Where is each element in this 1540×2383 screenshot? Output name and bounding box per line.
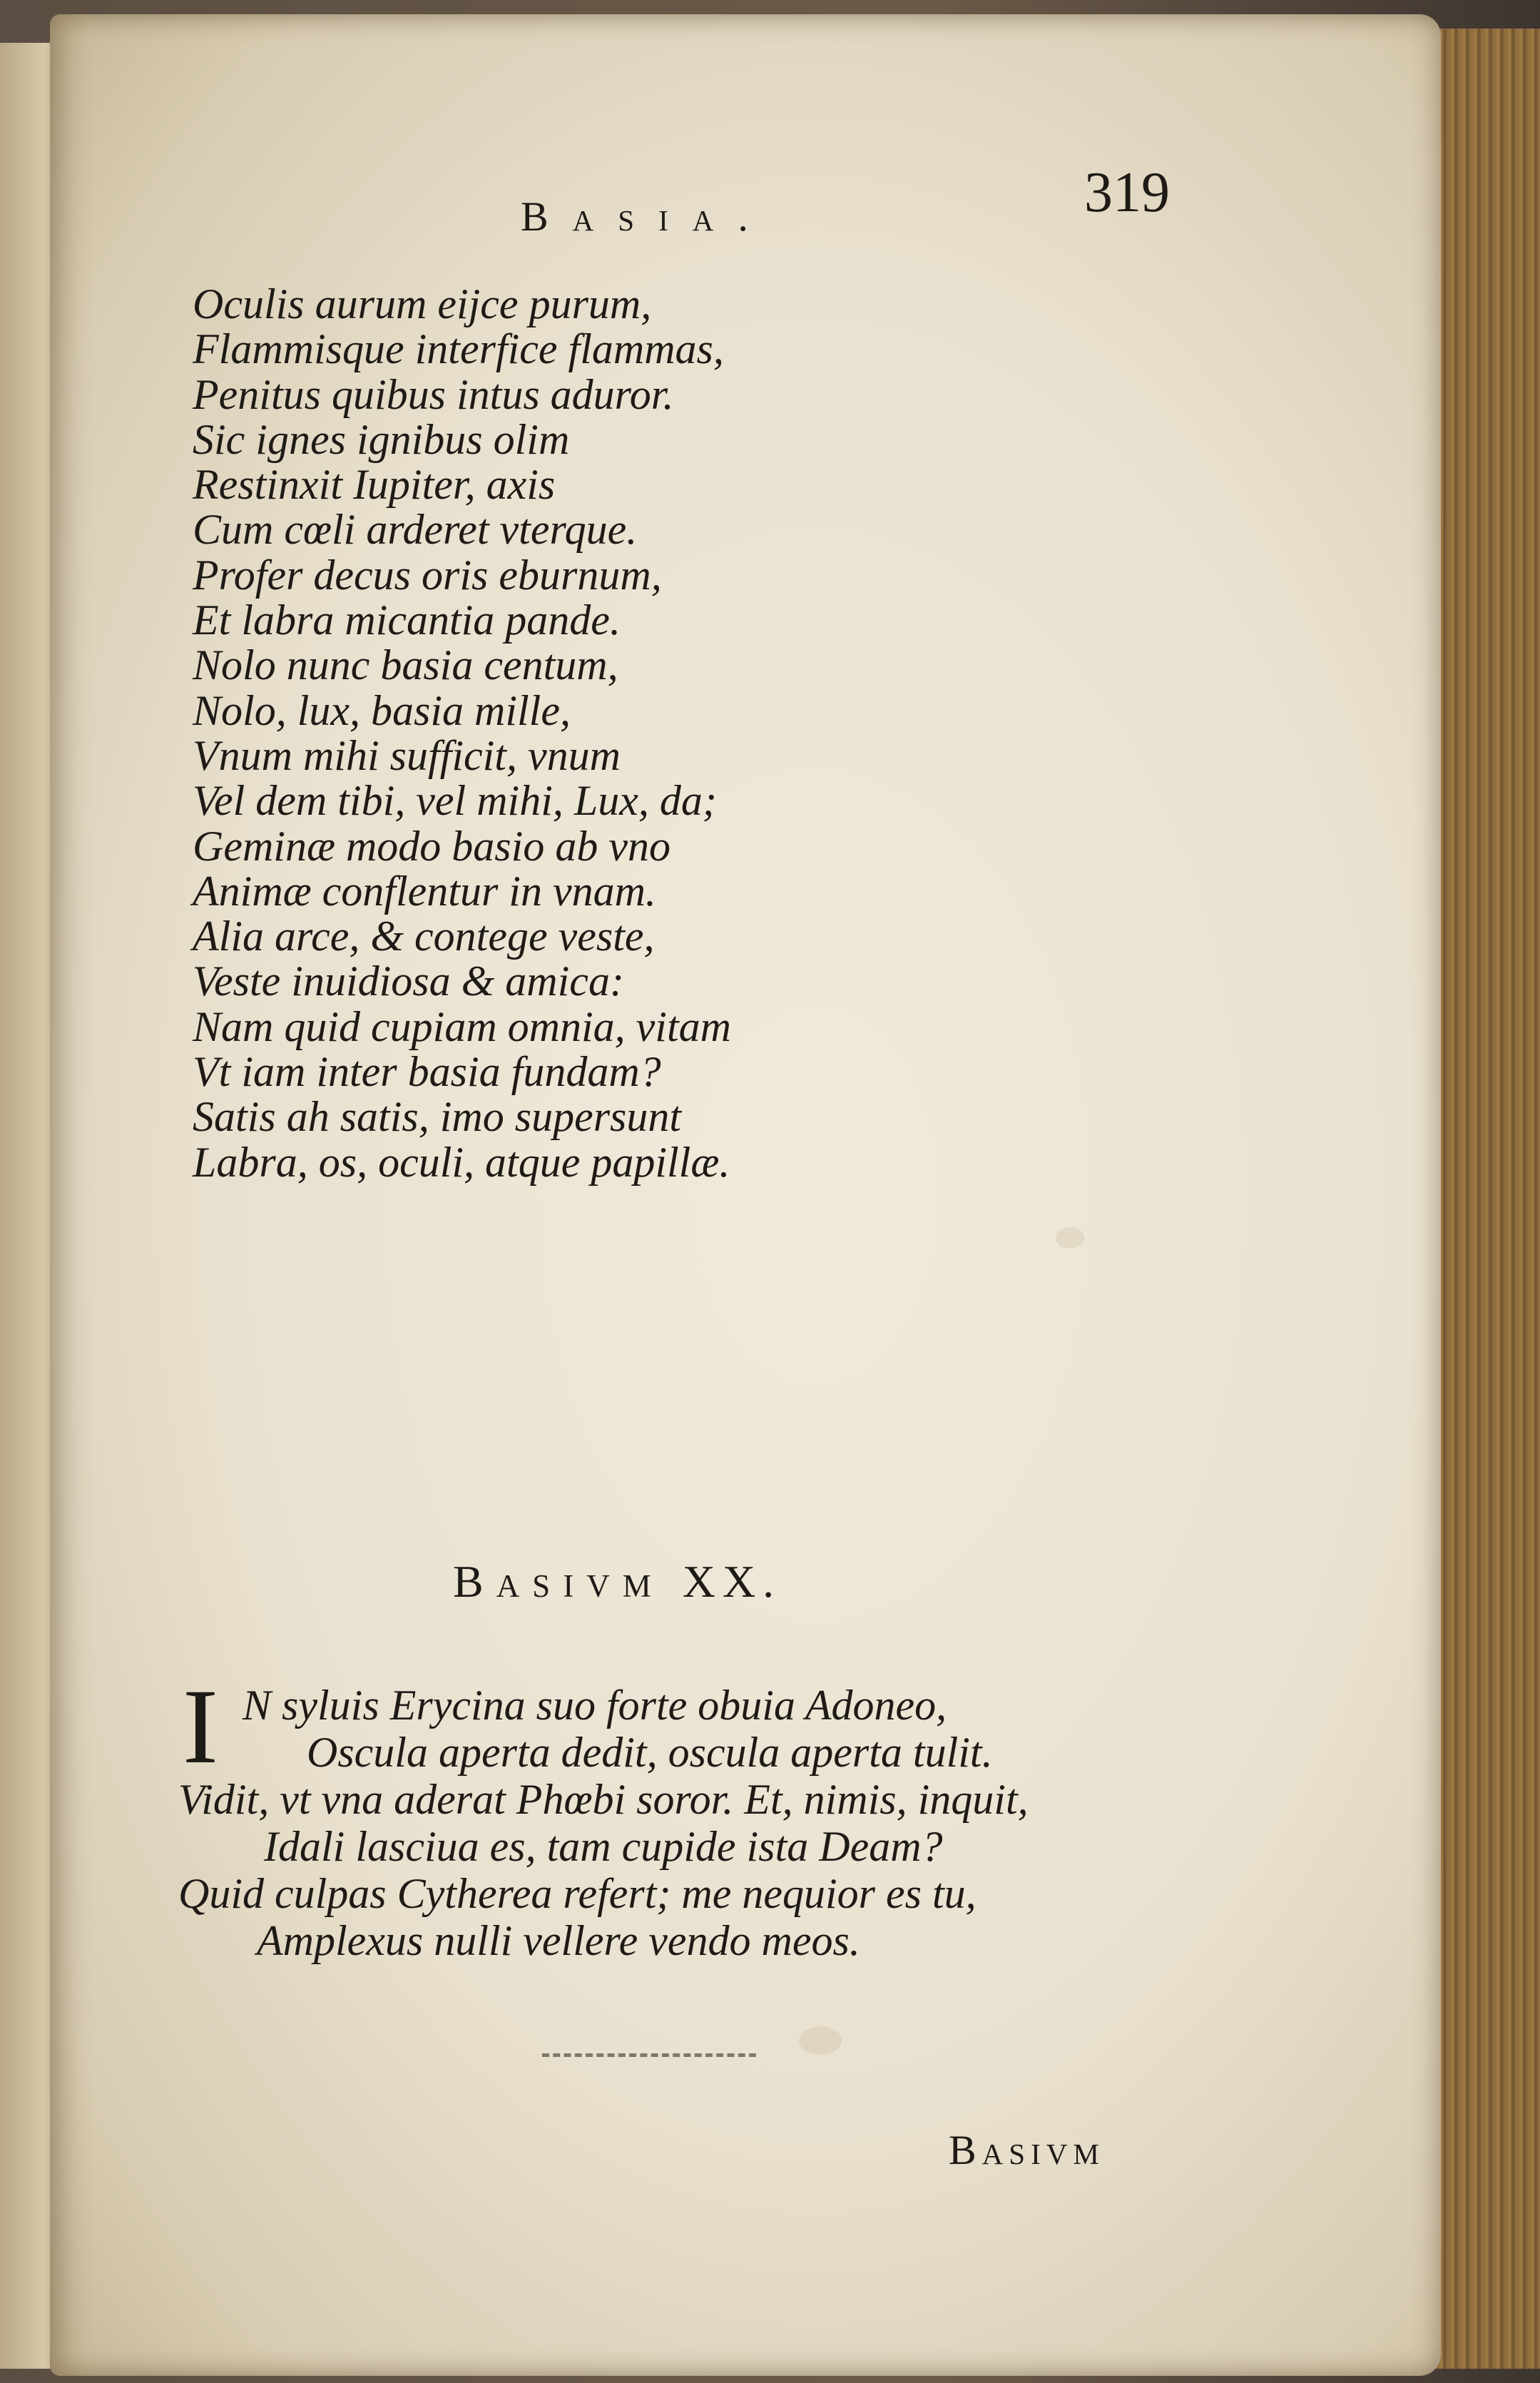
elegy-line: N syluis Erycina suo forte obuia Adoneo, [243,1682,947,1729]
poem-line: Satis ah satis, imo supersunt [193,1093,682,1141]
poem-line: Sic ignes ignibus olim [193,415,570,463]
poem-line: Nolo, lux, basia mille, [193,686,571,734]
section-heading-numeral: XX. [682,1556,782,1607]
page-number: 319 [1084,161,1170,224]
drop-cap: I [183,1667,218,1786]
poem-line: Vt iam inter basia fundam? [193,1048,661,1096]
section-heading-word: Basivm [453,1556,664,1607]
poem-line: Flammisque interfice flammas, [193,325,724,373]
poem-line: Penitus quibus intus aduror. [193,370,674,418]
poem-line: Profer decus oris eburnum, [193,551,662,599]
elegy-line: Amplexus nulli vellere vendo meos. [257,1917,860,1964]
poem-line: Alia arce, & contege veste, [193,913,655,960]
ornamental-rule [542,2053,756,2057]
poem-text [193,282,1263,1185]
poem-line: Oculis aurum eijce purum, [193,280,652,327]
poem-line: Vnum mihi sufficit, vnum [193,731,621,779]
section-heading [453,1555,781,1608]
page-edges [1426,29,1540,2369]
poem-line: Cum cœli arderet vterque. [193,506,638,554]
running-head: Basia. [521,193,772,240]
elegy-line: Oscula aperta dedit, oscula aperta tulit. [307,1729,993,1776]
poem-line: Geminæ modo basio ab vno [193,822,670,870]
poem-line: Et labra micantia pande. [193,596,621,644]
elegy-text [178,1682,1248,1964]
elegy-line: Vidit, vt vna aderat Phœbi soror. Et, nimis, inquit, [178,1776,1029,1823]
elegy-line: Quid culpas Cytherea refert; me nequior es tu, [178,1870,976,1917]
poem-line: Labra, os, oculi, atque papillæ. [193,1138,730,1186]
paper-stain [799,2026,842,2055]
poem-line: Vel dem tibi, vel mihi, Lux, da; [193,777,717,825]
poem-line: Nolo nunc basia centum, [193,641,618,689]
poem-line: Nam quid cupiam omnia, vitam [193,1002,731,1050]
paper-stain [1056,1227,1084,1249]
elegy-line: Idali lasciua es, tam cupide ista Deam? [264,1823,943,1870]
poem-line: Restinxit Iupiter, axis [193,461,556,509]
poem-line: Veste inuidiosa & amica: [193,957,624,1005]
poem-line: Animæ conflentur in vnam. [193,867,656,915]
catchword: Basivm [949,2127,1105,2173]
